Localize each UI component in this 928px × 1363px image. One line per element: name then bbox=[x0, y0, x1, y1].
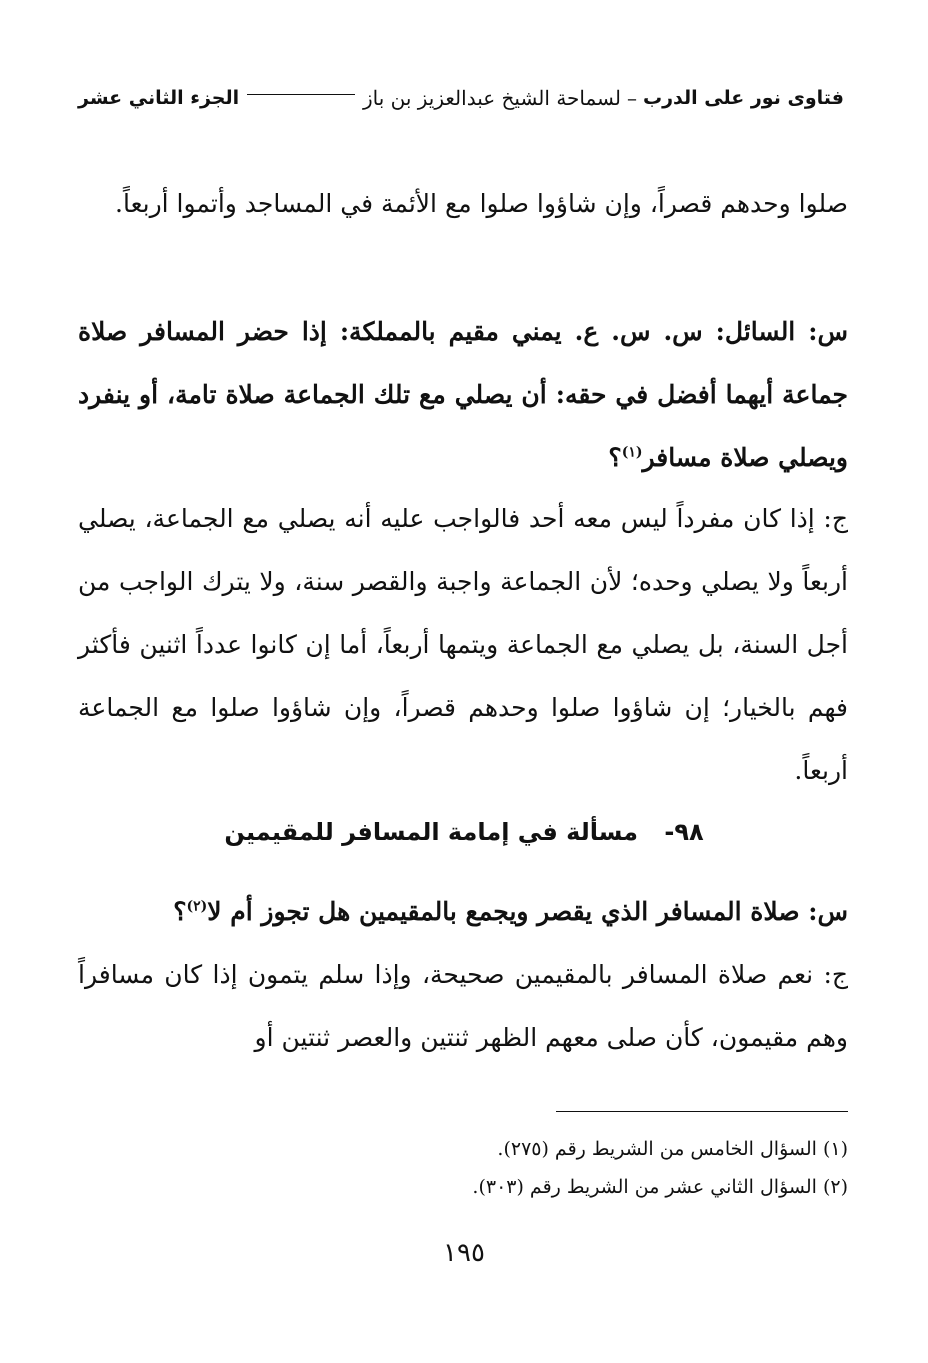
volume-part: الجزء الثاني عشر bbox=[78, 87, 240, 109]
footnotes bbox=[78, 1130, 848, 1206]
question-1-text: س: السائل: س. س. ع. يمني مقيم بالمملكة: إذا حضر المسافر صلاة جماعة أيهما أفضل في حقه: أن يصلي مع تلك الجماعة صلاة تامة، أو ينفرد ويصلي صلاة مسافر bbox=[78, 317, 848, 472]
section-number: ٩٨- bbox=[664, 818, 704, 846]
footnote-1: (١) السؤال الخامس من الشريط رقم (٢٧٥). bbox=[497, 1138, 848, 1160]
answer-1: ج: إذا كان مفرداً ليس معه أحد فالواجب عليه أنه يصلي مع الجماعة، يصلي أربعاً ولا يصلي وحده؛ لأن الجماعة واجبة والقصر سنة، ولا يترك الواجب من أجل السنة، بل يصلي مع الجماعة ويتمها أربعاً، أما إن كانوا عدداً اثنين فأكثر فهم بالخيار؛ إن شاؤوا صلوا وحدهم قصراً، وإن شاؤوا صلوا مع الجماعة أربعاً. bbox=[78, 504, 848, 785]
question-2-text: س: صلاة المسافر الذي يقصر ويجمع بالمقيمين هل تجوز أم لا bbox=[207, 897, 848, 926]
question-2-mark: ؟ bbox=[173, 897, 187, 926]
footnote-2: (٢) السؤال الثاني عشر من الشريط رقم (٣٠٣). bbox=[472, 1176, 848, 1198]
running-header bbox=[78, 86, 844, 110]
question-2 bbox=[78, 880, 848, 943]
footnote-ref-1: (١) bbox=[621, 444, 643, 461]
book-title: فتاوى نور على الدرب bbox=[643, 87, 844, 109]
section-title: مسألة في إمامة المسافر للمقيمين bbox=[224, 818, 639, 846]
paragraph-continuation: صلوا وحدهم قصراً، وإن شاؤوا صلوا مع الأئمة في المساجد وأتموا أربعاً. bbox=[115, 189, 848, 218]
author-name: لسماحة الشيخ عبدالعزيز بن باز bbox=[362, 86, 621, 110]
header-rule bbox=[247, 94, 355, 95]
question-1 bbox=[78, 300, 848, 489]
footnote-separator bbox=[556, 1111, 848, 1112]
footnote-ref-2: (٢) bbox=[186, 898, 208, 915]
section-heading bbox=[0, 812, 928, 852]
question-1-mark: ؟ bbox=[608, 443, 622, 472]
answer-2: ج: نعم صلاة المسافر بالمقيمين صحيحة، وإذا سلم يتمون إذا كان مسافراً وهم مقيمون، كأن صلى معهم الظهر ثنتين والعصر ثنتين أو bbox=[78, 960, 848, 1052]
header-dash: – bbox=[627, 86, 637, 110]
page-number: ١٩٥ bbox=[443, 1238, 485, 1268]
